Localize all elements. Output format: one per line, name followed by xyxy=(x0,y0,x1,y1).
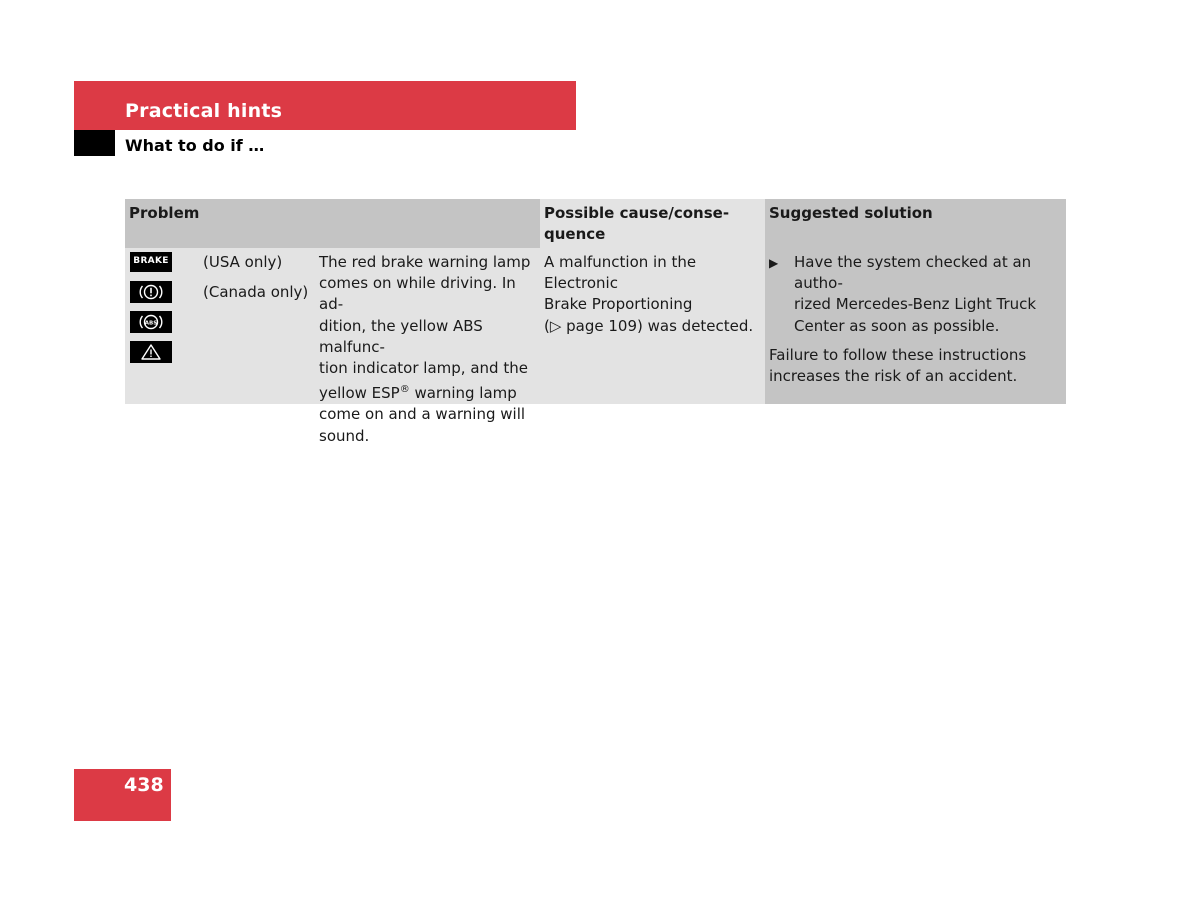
header-cause-line: Possible cause/conse- quence xyxy=(544,204,730,243)
warning-triangle-icon xyxy=(130,341,172,363)
problem-line: comes on while driving. In ad- xyxy=(319,274,516,314)
bullet-arrow-icon: ▶ xyxy=(769,256,779,270)
page-number: 438 xyxy=(124,774,164,796)
warning-lamps xyxy=(125,248,203,404)
solution-text xyxy=(794,252,1062,337)
cause-line: A malfunction in the Electronic xyxy=(544,253,697,293)
problem-line: come on and a warning will xyxy=(319,405,526,424)
note-line: Failure to follow these instructions xyxy=(769,345,1027,364)
solution-step xyxy=(769,252,1062,337)
region-column xyxy=(203,248,318,404)
region-canada: (Canada only) xyxy=(203,283,309,302)
page-reference[interactable]: (▷ page 109) was detected. xyxy=(544,316,754,335)
table-header-row xyxy=(125,199,1066,248)
problem-line: dition, the yellow ABS malfunc- xyxy=(319,316,483,356)
problem-line: tion indicator lamp, and the xyxy=(319,359,528,378)
problem-description xyxy=(318,248,540,445)
cause-line: Brake Proportioning xyxy=(544,295,693,314)
problem-cell xyxy=(125,248,540,445)
abs-warning-icon xyxy=(130,311,172,333)
header-solution: Suggested solution xyxy=(765,199,1066,248)
section-marker xyxy=(74,130,115,156)
page-subtitle: What to do if … xyxy=(125,136,265,155)
brake-warning-icon: BRAKE xyxy=(130,252,172,272)
solution-line: Have the system checked at an autho- xyxy=(794,253,1032,293)
solution-line: rized Mercedes-Benz Light Truck xyxy=(794,295,1037,314)
troubleshooting-table xyxy=(125,199,1066,445)
note-line: increases the risk of an accident. xyxy=(769,367,1018,386)
problem-line: sound. xyxy=(319,426,370,445)
cause-cell xyxy=(540,248,765,404)
section-title: Practical hints xyxy=(125,100,283,122)
table-row xyxy=(125,248,1066,445)
solution-line: Center as soon as possible. xyxy=(794,316,1000,335)
solution-cell xyxy=(765,248,1066,404)
warning-note xyxy=(769,345,1062,387)
header-cause xyxy=(540,199,765,248)
problem-line: The red brake warning lamp xyxy=(319,253,531,271)
svg-text:ABS: ABS xyxy=(144,320,158,327)
brake-circle-warning-icon xyxy=(130,281,172,303)
region-usa: (USA only) xyxy=(203,253,283,271)
problem-line-esp: yellow ESP® warning lamp xyxy=(319,384,517,403)
header-problem: Problem xyxy=(125,199,540,248)
